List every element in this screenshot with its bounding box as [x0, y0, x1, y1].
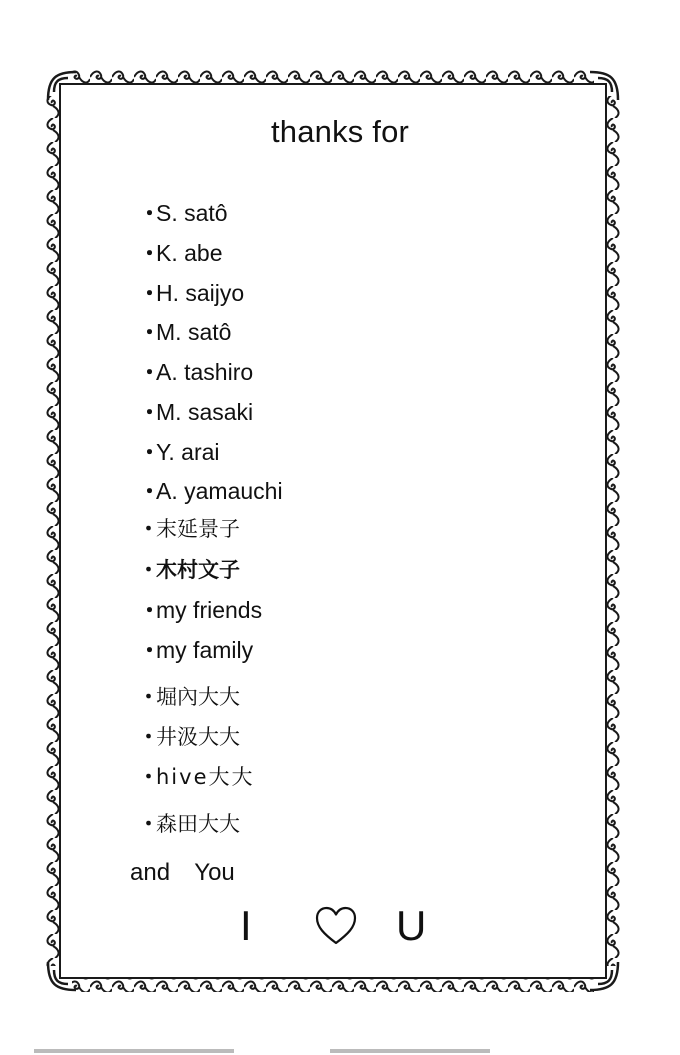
- list-item-text: 井汲大大: [156, 725, 240, 749]
- page-title: thanks for: [270, 114, 410, 149]
- list-item: ・H. saijyo: [138, 280, 245, 306]
- list-item: ・M. satô: [138, 319, 232, 345]
- list-item-text: my family: [156, 637, 254, 663]
- list-item: ・my friends: [138, 597, 263, 623]
- list-item: ・A. yamauchi: [138, 478, 283, 504]
- closing-text: and You: [130, 859, 235, 886]
- list-item: ・S. satô: [138, 200, 228, 226]
- list-item: ・K. abe: [138, 240, 223, 266]
- decorative-frame: [46, 70, 620, 992]
- list-item: ・M. sasaki: [138, 399, 254, 425]
- love-left-text: I: [240, 902, 252, 949]
- list-item-text: 堀內大大: [156, 685, 240, 709]
- list-item-text: hive大大: [156, 765, 255, 789]
- list-item-text: A. yamauchi: [156, 478, 283, 504]
- list-item-text: S. satô: [156, 200, 228, 226]
- ornamental-border-icon: [46, 70, 620, 992]
- list-item: ・井汲大大: [138, 725, 240, 749]
- list-item-text: H. saijyo: [156, 280, 245, 306]
- list-item: ・木村文子: [138, 558, 240, 582]
- list-item: ・森田大大: [138, 812, 240, 836]
- list-item: ・hive大大: [138, 765, 255, 789]
- list-item-text: 末延景子: [156, 517, 240, 541]
- list-item: ・my family: [138, 637, 254, 663]
- list-item: ・末延景子: [138, 517, 240, 541]
- list-item: ・堀內大大: [138, 685, 240, 709]
- love-right-text: U: [396, 902, 427, 949]
- list-item: ・A. tashiro: [138, 359, 254, 385]
- list-item-text: A. tashiro: [156, 359, 254, 385]
- list-item-text: my friends: [156, 597, 263, 623]
- list-item-text: M. satô: [156, 319, 232, 345]
- list-item-text: M. sasaki: [156, 399, 254, 425]
- list-item-text: K. abe: [156, 240, 223, 266]
- list-item-text: Y. arai: [156, 439, 220, 465]
- heart-outline-icon: [314, 906, 358, 946]
- page-edge-rule: [34, 1049, 234, 1053]
- list-item-text: 木村文子: [156, 558, 240, 582]
- list-item: ・Y. arai: [138, 439, 220, 465]
- page-edge-rule: [330, 1049, 490, 1053]
- list-item-text: 森田大大: [156, 812, 240, 836]
